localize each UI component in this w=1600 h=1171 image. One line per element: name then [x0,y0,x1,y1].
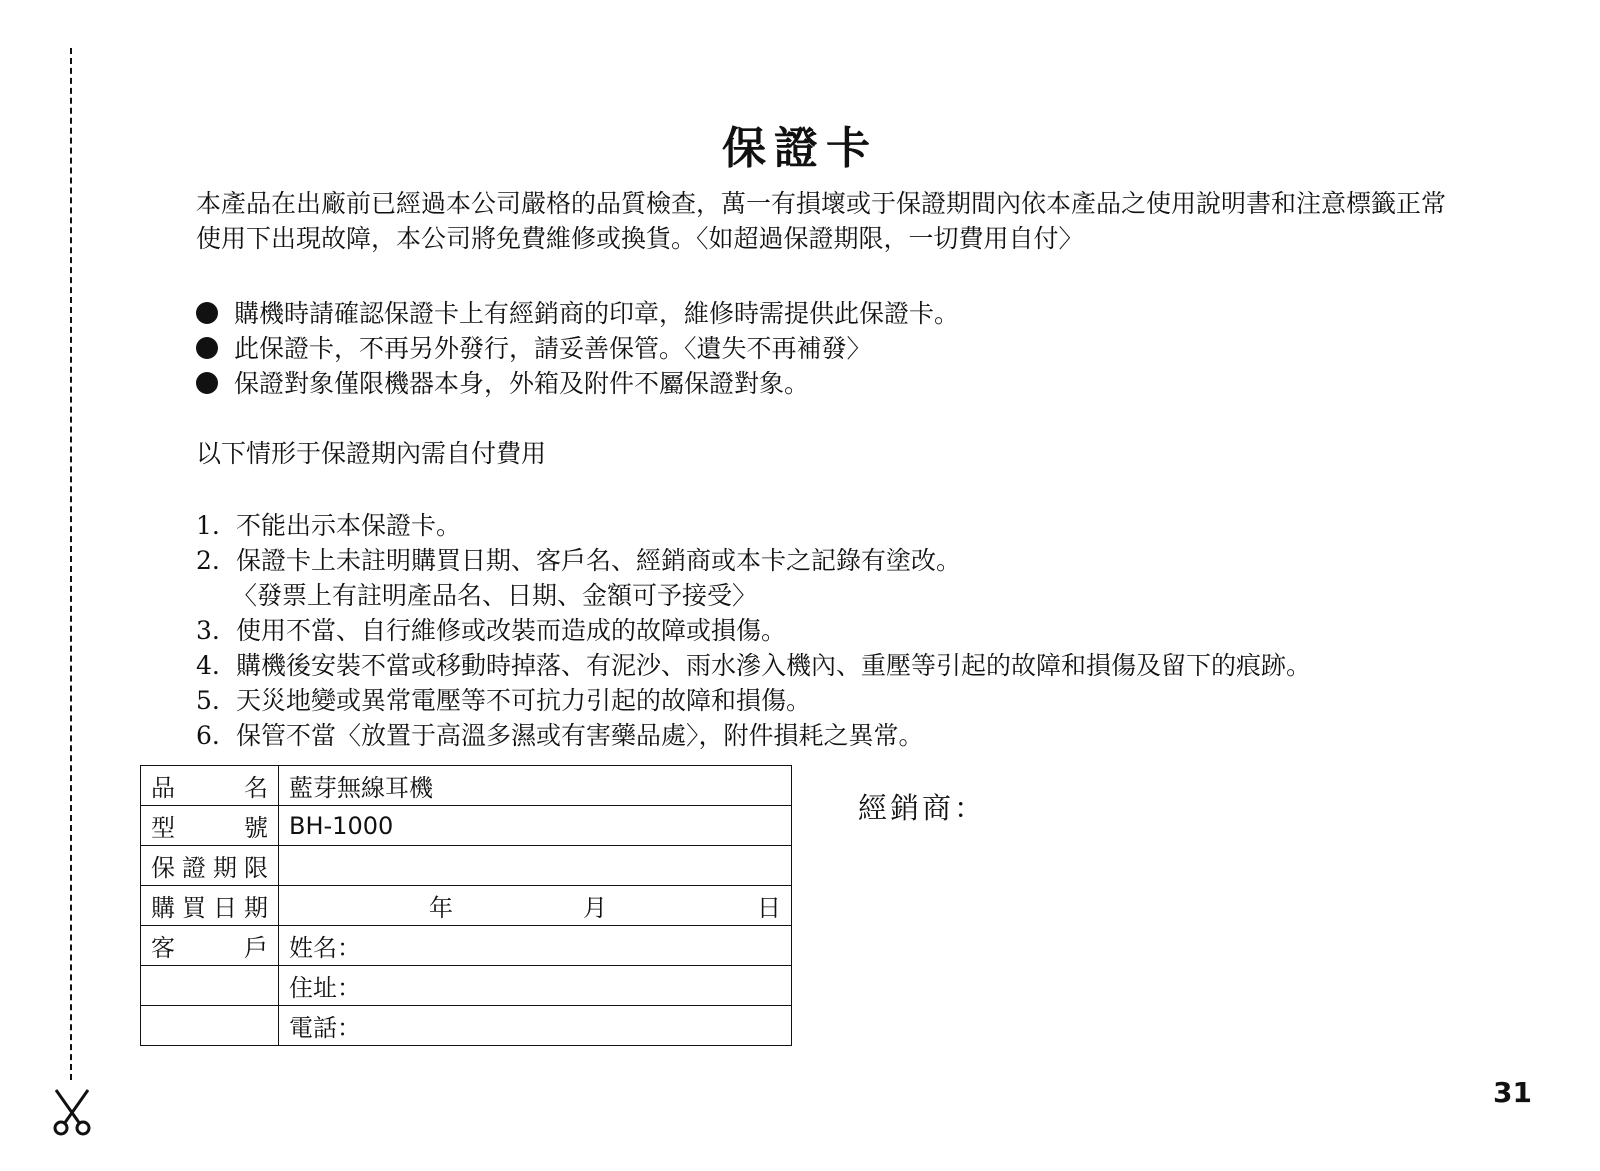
condition-number: 4. [196,651,220,680]
list-item [196,648,1311,683]
conditions-heading: 以下情形于保證期內需自付費用 [196,439,547,468]
condition-text: 保管不當〈放置于高溫多濕或有害藥品處〉，附件損耗之異常。 [236,721,924,750]
year-label: 年 [429,894,453,922]
table-row [141,766,792,806]
table-row [141,1006,792,1046]
table-row [141,806,792,846]
customer-address-field[interactable]: 住址： [279,966,792,1006]
list-item [196,366,959,401]
model-value: BH-1000 [279,806,792,846]
warranty-period-label: 保證期限 [141,846,279,886]
empty-label-cell [141,966,279,1006]
cut-line [70,48,72,1080]
condition-number: 6. [196,721,220,750]
warranty-info-table [140,765,792,1046]
bullet-dot-icon [196,337,218,359]
scissors-icon [50,1088,94,1136]
condition-text: 購機後安裝不當或移動時掉落、有泥沙、雨水滲入機內、重壓等引起的故障和損傷及留下的痕跡。 [236,651,1312,680]
conditions-list [196,508,1311,753]
page-number: 31 [1493,1076,1532,1109]
table-row [141,886,792,926]
list-item [196,683,1311,718]
condition-number: 5. [196,686,220,715]
list-item [196,543,1311,613]
empty-label-cell [141,1006,279,1046]
condition-text: 使用不當、自行維修或改裝而造成的故障或損傷。 [236,616,787,645]
model-label: 型號 [141,806,279,846]
bullet-dot-icon [196,302,218,324]
bullet-dot-icon [196,372,218,394]
notice-text: 此保證卡，不再另外發行，請妥善保管。〈遺失不再補發〉 [234,334,872,363]
list-item [196,331,959,366]
product-name-label: 品名 [141,766,279,806]
condition-text: 保證卡上未註明購買日期、客戶名、經銷商或本卡之記錄有塗改。 [236,546,962,575]
table-row [141,846,792,886]
page-title: 保證卡 [722,123,878,174]
intro-paragraph: 本產品在出廠前已經過本公司嚴格的品質檢查，萬一有損壞或于保證期間內依本產品之使用說明書和注意標籤正常使用下出現故障，本公司將免費維修或換貨。〈如超過保證期限，一切費用自付〉 [196,189,1447,253]
month-label: 月 [583,894,607,922]
day-label: 日 [757,894,781,922]
date-parts [289,888,781,923]
table-row [141,926,792,966]
purchase-date-field[interactable] [279,886,792,926]
dealer-label: 經銷商： [858,791,987,825]
condition-text: 天災地變或異常電壓等不可抗力引起的故障和損傷。 [236,686,812,715]
condition-number: 2. [196,546,220,575]
warranty-period-field[interactable] [279,846,792,886]
list-item [196,296,959,331]
purchase-date-label: 購買日期 [141,886,279,926]
customer-label: 客戶 [141,926,279,966]
condition-number: 3. [196,616,220,645]
list-item [196,508,1311,543]
condition-text: 不能出示本保證卡。 [236,511,462,540]
customer-name-field[interactable]: 姓名： [279,926,792,966]
condition-number: 1. [196,511,220,540]
condition-note: 〈發票上有註明產品名、日期、金額可予接受〉 [232,581,758,610]
notice-list [196,296,959,401]
customer-phone-field[interactable]: 電話： [279,1006,792,1046]
list-item [196,718,1311,753]
table-row [141,966,792,1006]
list-item [196,613,1311,648]
notice-text: 購機時請確認保證卡上有經銷商的印章，維修時需提供此保證卡。 [234,299,960,328]
notice-text: 保證對象僅限機器本身，外箱及附件不屬保證對象。 [234,369,810,398]
product-name-value: 藍芽無線耳機 [279,766,792,806]
